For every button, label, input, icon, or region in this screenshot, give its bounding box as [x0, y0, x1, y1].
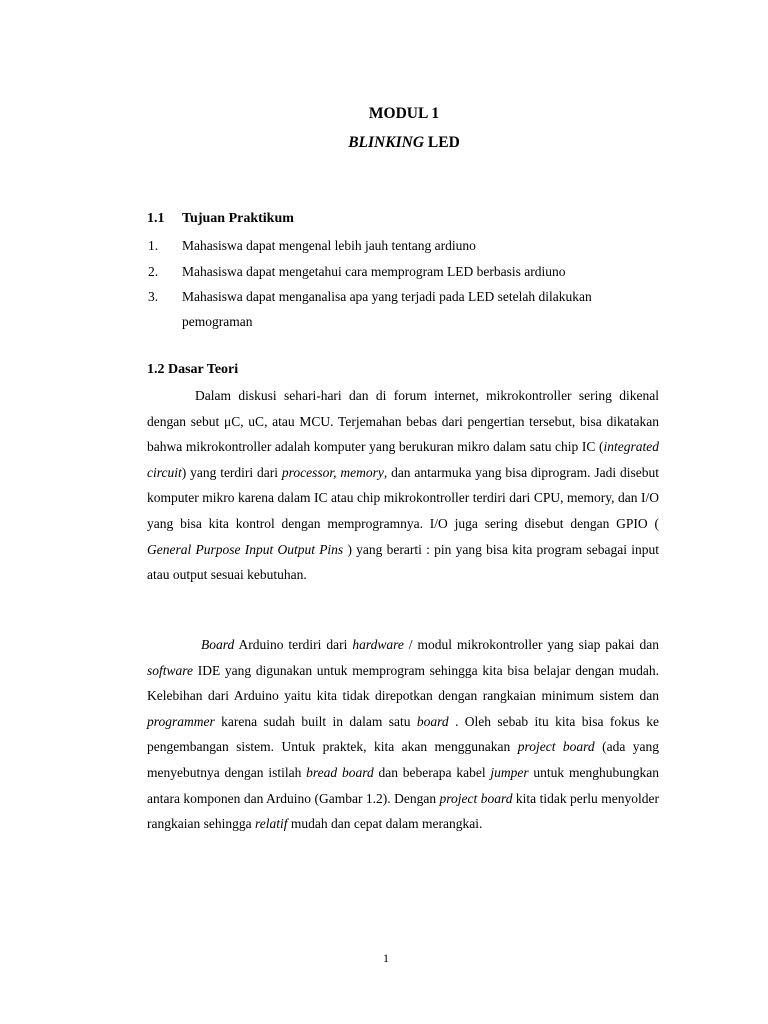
paragraph-italic: integrated circuit — [147, 439, 659, 480]
section-2-heading: 1.2 Dasar Teori — [147, 362, 239, 377]
list-item-number: 1. — [148, 238, 159, 253]
list-item-number: 2. — [148, 264, 159, 279]
paragraph-1 — [147, 383, 659, 588]
paragraph-text: untuk menghubungkan antara komponen dan Arduino (Gambar 1.2). Dengan — [147, 764, 659, 806]
page-number: 1 — [383, 951, 389, 965]
paragraph-text: kita tidak perlu menyolder rangkaian sehingga — [147, 790, 659, 832]
paragraph-italic: project board — [517, 739, 595, 755]
paragraph-italic: hardware — [352, 637, 404, 652]
paragraph-text: ) yang berarti : pin yang bisa kita program sebagai input atau output sesuai kebutuhan. — [147, 541, 660, 583]
paragraph-text: Dalam diskusi sehari-hari dan di forum internet, mikrokontroller sering dikenal dengan sebut μC, uC, atau MCU. Terjemahan bebas dari pengertian tersebut, bisa dikatakan bahwa mikrokontroller adalah komputer yang berukuran mikro dalam satu chip IC ( — [147, 388, 659, 455]
paragraph-italic: relatif — [254, 816, 288, 832]
section-1-number: 1.1 — [147, 211, 165, 226]
paragraph-2 — [147, 632, 659, 837]
paragraph-text: mudah dan cepat dalam merangkai. — [287, 816, 483, 832]
paragraph-text: Arduino terdiri dari — [234, 637, 353, 652]
paragraph-italic: software — [147, 662, 194, 678]
list-item-text: Mahasiswa dapat mengenal lebih jauh tentang ardiuno — [182, 238, 476, 253]
paragraph-text: IDE yang digunakan untuk memprogram sehingga kita bisa belajar dengan mudah. Kelebihan dari Arduino yaitu kita tidak direpotkan dengan rangkaian minimum sistem dan — [147, 662, 659, 704]
paragraph-italic: programmer — [147, 713, 215, 729]
paragraph-text: . Oleh sebab itu kita bisa fokus ke pengembangan sistem. Untuk praktek, kita akan menggunakan — [147, 713, 660, 755]
paragraph-text: karena sudah built in dalam satu — [214, 713, 417, 729]
paragraph-text: dan beberapa kabel — [373, 764, 491, 780]
paragraph-italic: processor, memory — [281, 464, 384, 480]
paragraph-italic: General Purpose Input Output Pins — [147, 541, 344, 557]
paragraph-text: ) yang terdiri dari — [181, 464, 282, 480]
paragraph-text: / modul mikrokontroller yang siap pakai dan — [403, 637, 659, 652]
paragraph-italic: board — [416, 713, 449, 729]
paragraph-text: (ada yang menyebutnya dengan istilah — [147, 739, 659, 780]
module-subtitle — [0, 134, 768, 152]
list-item-number: 3. — [148, 289, 159, 304]
paragraph-italic: Board — [201, 637, 235, 652]
section-1-title: Tujuan Praktikum — [182, 211, 294, 226]
paragraph-italic: jumper — [490, 764, 529, 780]
paragraph-italic: project board — [439, 790, 513, 806]
module-title: MODUL 1 — [368, 105, 440, 122]
paragraph-italic: bread board — [306, 764, 374, 780]
paragraph-text: , dan antarmuka yang bisa diprogram. Jadi disebut komputer mikro karena dalam IC atau chip mikrokontroller terdiri dari CPU, memory, dan I/O yang bisa kita kontrol dengan memprogramnya. I/O juga sering disebut dengan GPIO ( — [147, 464, 659, 531]
subtitle-italic: BLINKING — [348, 134, 425, 151]
list-item-text: Mahasiswa dapat menganalisa apa yang terjadi pada LED setelah dilakukan — [182, 289, 592, 304]
list-item-continuation: pemograman — [182, 314, 253, 329]
subtitle-rest: LED — [427, 134, 460, 151]
list-item-text: Mahasiswa dapat mengetahui cara memprogram LED berbasis ardiuno — [182, 264, 566, 279]
